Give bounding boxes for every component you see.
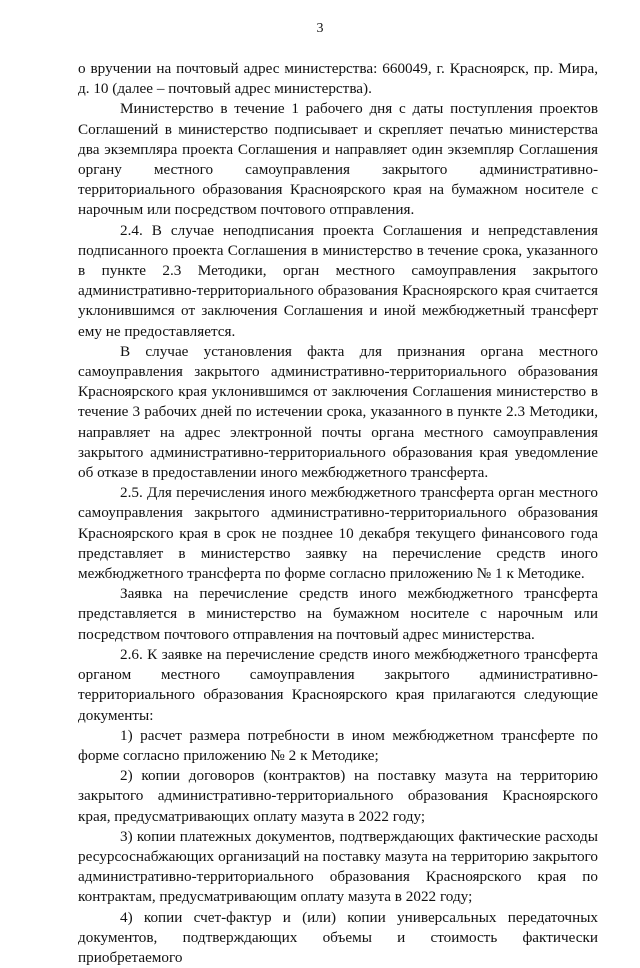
paragraph: о вручении на почтовый адрес министерства: 660049, г. Красноярск, пр. Мира, д. 10 (далее – почтовый адрес министерства). [78,60,598,98]
list-item: 3) копии платежных документов, подтверждающих фактические расходы ресурсоснабжающих организаций на поставку мазута на территорию закрытого административно-территориального образования Красноярского края по контрактам, предусматривающим оплату мазута в 2022 году; [78,827,598,906]
list-item: 4) копии счет-фактур и (или) копии универсальных передаточных документов, подтверждающих объемы и стоимость фактически приобретаемого [78,908,598,966]
list-item: 2) копии договоров (контрактов) на поставку мазута на территорию закрытого административно-территориального образования Красноярского края, предусматривающих оплату мазута в 2022 году; [78,767,598,825]
paragraph: Заявка на перечисление средств иного межбюджетного трансферта представляется в министерство на бумажном носителе с нарочным или посредством почтового отправления на почтовый адрес министерства. [78,585,598,643]
paragraph: 2.4. В случае неподписания проекта Соглашения и непредставления подписанного проекта Соглашения в министерство в течение срока, указанного в пункте 2.3 Методики, орган местного самоуправления закрытого административно-территориального образования Красноярского края считается уклонившимся от заключения Соглашения и иной межбюджетный трансферт ему не предоставляется. [78,221,598,340]
paragraph: Министерство в течение 1 рабочего дня с даты поступления проектов Соглашений в министерство подписывает и скрепляет печатью министерства два экземпляра проекта Соглашения и направляет один экземпляр Соглашения органу местного самоуправления закрытого административно-территориального образования Красноярского края на бумажном носителе с нарочным или посредством почтового отправления. [78,100,598,219]
list-item: 1) расчет размера потребности в ином межбюджетном трансферте по форме согласно приложению № 2 к Методике; [78,726,598,764]
document-body [78,59,598,968]
paragraph: 2.5. Для перечисления иного межбюджетного трансферта орган местного самоуправления закрытого административно-территориального образования Красноярского края в срок не позднее 10 декабря текущего финансового года представляет в министерство заявку на перечисление средств иного межбюджетного трансферта по форме согласно приложению № 1 к Методике. [78,484,598,583]
page-number: 3 [316,21,324,36]
paragraph: В случае установления факта для признания органа местного самоуправления закрытого административно-территориального образования Красноярского края уклонившимся от заключения Соглашения министерство в течение 3 рабочих дней по истечении срока, указанного в пункте 2.3 Методики, направляет на адрес электронной почты органа местного самоуправления закрытого административно-территориального образования края уведомление об отказе в предоставлении иного межбюджетного трансферта. [78,342,598,482]
paragraph: 2.6. К заявке на перечисление средств иного межбюджетного трансферта органом местного самоуправления закрытого административно-территориального образования Красноярского края прилагаются следующие документы: [78,645,598,724]
